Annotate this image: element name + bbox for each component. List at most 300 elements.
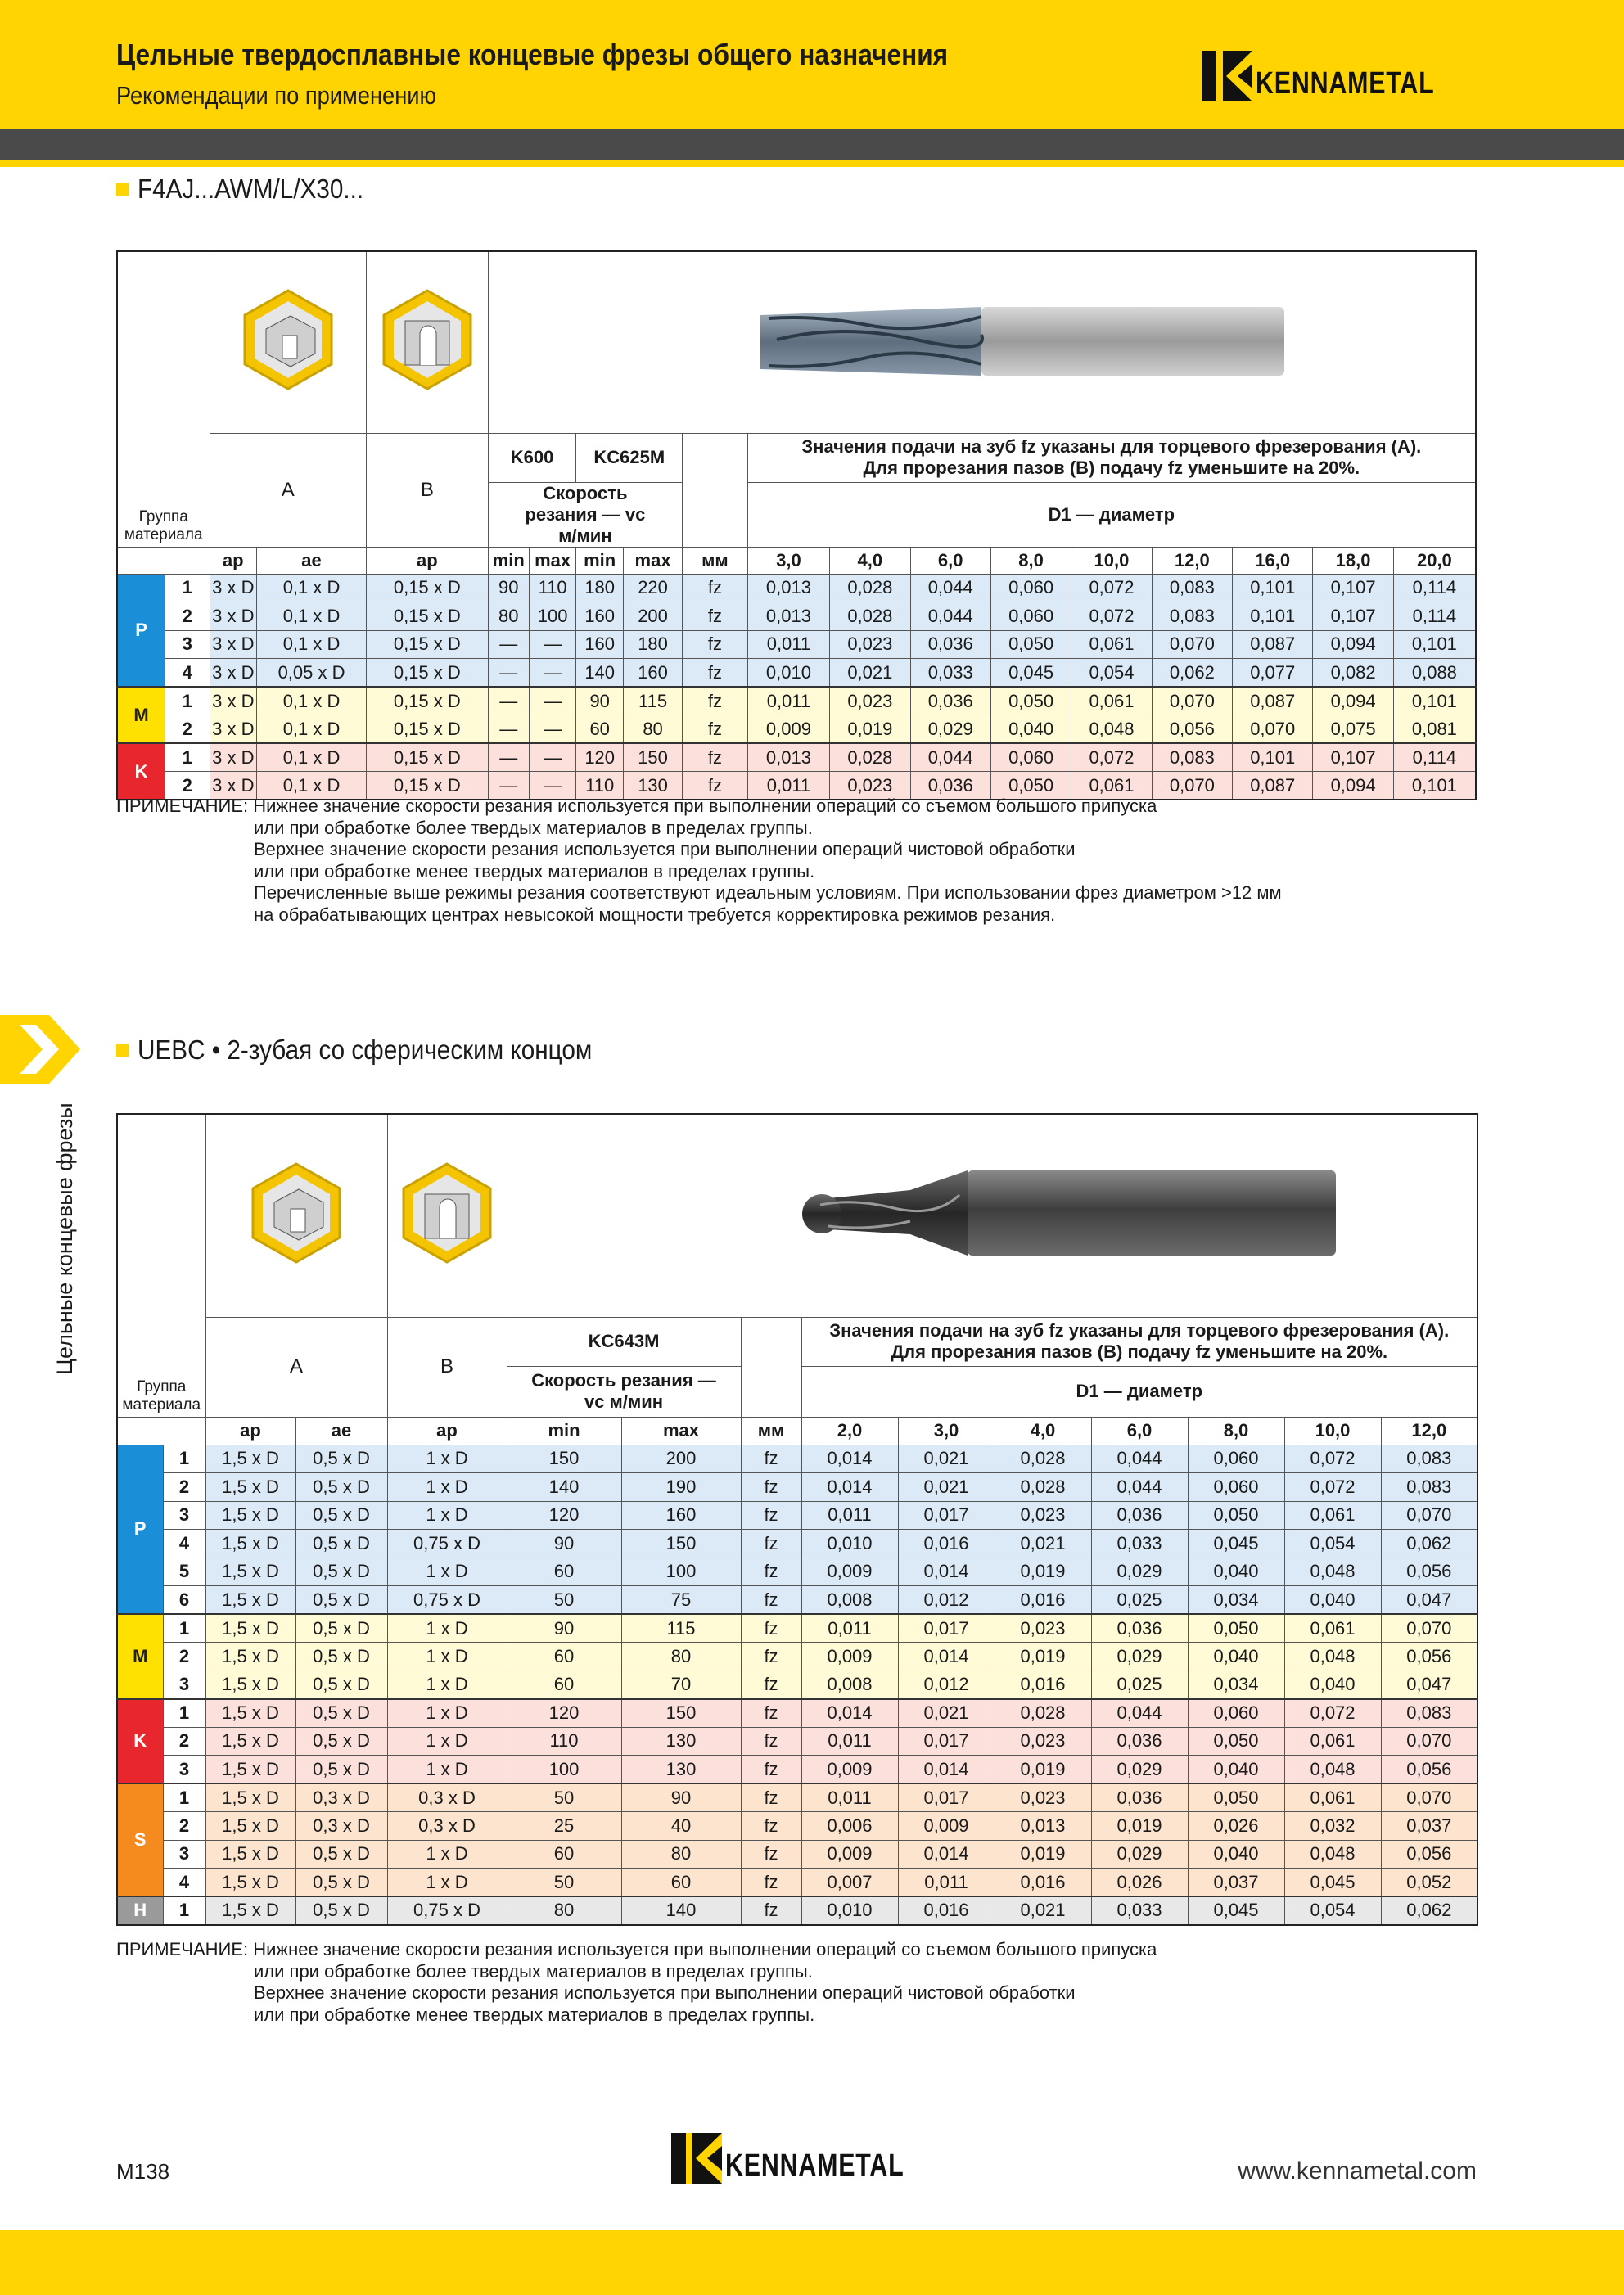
cell-unit: fz bbox=[741, 1812, 801, 1841]
unit-blank-cell bbox=[741, 1317, 801, 1417]
table-row bbox=[117, 1783, 1477, 1812]
cell-feed: 0,101 bbox=[1233, 574, 1313, 602]
col-min: min bbox=[507, 1417, 621, 1445]
material-subgroup: 2 bbox=[163, 1473, 205, 1502]
cell-unit: fz bbox=[683, 772, 748, 800]
cell-feed: 0,006 bbox=[801, 1812, 898, 1841]
cell-feed: 0,044 bbox=[1091, 1473, 1188, 1502]
cell-ap: 1,5 x D bbox=[205, 1445, 295, 1473]
note-line: или при обработке более твердых материалов в пределах группы. bbox=[254, 817, 813, 838]
material-group-k: K bbox=[117, 743, 165, 800]
material-subgroup: 3 bbox=[165, 630, 210, 659]
cell-ae: 0,3 x D bbox=[295, 1783, 387, 1812]
icon-a-cell bbox=[210, 251, 367, 433]
cell-feed: 0,028 bbox=[995, 1699, 1091, 1728]
cell-feed: 0,082 bbox=[1313, 659, 1393, 688]
group-label: Группа материала bbox=[122, 1377, 201, 1414]
cell-unit: fz bbox=[741, 1896, 801, 1925]
cell-speed: 150 bbox=[621, 1699, 741, 1728]
grade-kc625m: KC625M bbox=[576, 433, 683, 482]
cell-feed: 0,061 bbox=[1071, 772, 1152, 800]
unit-blank-cell bbox=[683, 433, 748, 547]
section2-note bbox=[116, 1939, 1157, 2026]
cell-ae: 0,5 x D bbox=[295, 1643, 387, 1671]
cell-feed: 0,072 bbox=[1284, 1445, 1381, 1473]
cell-unit: fz bbox=[741, 1783, 801, 1812]
cell-speed: 75 bbox=[621, 1586, 741, 1615]
cell-speed: 90 bbox=[488, 574, 529, 602]
cell-feed: 0,016 bbox=[995, 1586, 1091, 1615]
cell-ap-b: 0,15 x D bbox=[367, 772, 489, 800]
cell-speed: 50 bbox=[507, 1783, 621, 1812]
cell-ap-b: 0,15 x D bbox=[367, 630, 489, 659]
cell-feed: 0,007 bbox=[801, 1869, 898, 1897]
cell-speed: 160 bbox=[576, 630, 624, 659]
cell-feed: 0,045 bbox=[990, 659, 1071, 688]
section1-title bbox=[116, 174, 389, 205]
cell-feed: 0,061 bbox=[1071, 630, 1152, 659]
cell-feed: 0,101 bbox=[1393, 630, 1476, 659]
cell-ap: 3 x D bbox=[210, 715, 257, 744]
cell-speed: 80 bbox=[621, 1840, 741, 1869]
col-diameter: 4,0 bbox=[995, 1417, 1091, 1445]
cell-ap-b: 1 x D bbox=[387, 1840, 507, 1869]
cell-ap-b: 1 x D bbox=[387, 1614, 507, 1643]
footer-band bbox=[0, 2230, 1624, 2295]
ball-nose-tool-image bbox=[583, 1131, 1401, 1295]
cell-ap-b: 0,15 x D bbox=[367, 687, 489, 715]
cell-feed: 0,028 bbox=[830, 743, 910, 772]
cell-feed: 0,036 bbox=[910, 772, 990, 800]
cell-feed: 0,048 bbox=[1284, 1643, 1381, 1671]
cell-speed: 190 bbox=[621, 1473, 741, 1502]
col-diameter: 2,0 bbox=[801, 1417, 898, 1445]
cell-feed: 0,050 bbox=[990, 630, 1071, 659]
col-diameter: 4,0 bbox=[830, 547, 910, 574]
cell-speed: 120 bbox=[576, 743, 624, 772]
cell-feed: 0,048 bbox=[1284, 1840, 1381, 1869]
cell-ap: 1,5 x D bbox=[205, 1558, 295, 1586]
cell-ap: 1,5 x D bbox=[205, 1783, 295, 1812]
material-subgroup: 1 bbox=[163, 1614, 205, 1643]
cell-speed: 115 bbox=[623, 687, 682, 715]
cell-feed: 0,060 bbox=[1188, 1473, 1284, 1502]
cell-speed: 220 bbox=[623, 574, 682, 602]
cell-ap: 1,5 x D bbox=[205, 1699, 295, 1728]
diameter-label: D1 — диаметр bbox=[747, 482, 1476, 547]
cell-feed: 0,010 bbox=[801, 1530, 898, 1558]
material-subgroup: 2 bbox=[163, 1812, 205, 1841]
cell-speed: 100 bbox=[507, 1756, 621, 1784]
cell-ae: 0,5 x D bbox=[295, 1756, 387, 1784]
cell-feed: 0,011 bbox=[801, 1614, 898, 1643]
cell-feed: 0,045 bbox=[1188, 1530, 1284, 1558]
section1-title-text: F4AJ...AWM/L/X30... bbox=[138, 174, 364, 204]
table-row bbox=[117, 1558, 1477, 1586]
table-row bbox=[117, 630, 1476, 659]
cell-feed: 0,033 bbox=[910, 659, 990, 688]
cell-feed: 0,029 bbox=[910, 715, 990, 744]
cell-speed: 90 bbox=[507, 1530, 621, 1558]
material-subgroup: 5 bbox=[163, 1558, 205, 1586]
table-row bbox=[117, 743, 1476, 772]
material-subgroup: 3 bbox=[163, 1756, 205, 1784]
table-row bbox=[117, 1530, 1477, 1558]
material-subgroup: 1 bbox=[163, 1783, 205, 1812]
feed-note-header bbox=[801, 1317, 1477, 1366]
cell-feed: 0,054 bbox=[1071, 659, 1152, 688]
group-label: Группа материала bbox=[124, 507, 203, 543]
speed-label: Скорость резания — vc м/мин bbox=[507, 1366, 741, 1417]
col-diameter: 20,0 bbox=[1393, 547, 1476, 574]
end-mill-tool-image bbox=[605, 274, 1358, 405]
cell-speed: 130 bbox=[621, 1727, 741, 1756]
cell-feed: 0,019 bbox=[830, 715, 910, 744]
cell-feed: 0,083 bbox=[1152, 602, 1232, 631]
cell-feed: 0,014 bbox=[898, 1756, 995, 1784]
cell-speed: 180 bbox=[623, 630, 682, 659]
icon-b-cell bbox=[367, 251, 489, 433]
section2-title bbox=[116, 1035, 643, 1066]
cell-feed: 0,029 bbox=[1091, 1643, 1188, 1671]
col-min-2: min bbox=[576, 547, 624, 574]
cell-feed: 0,114 bbox=[1393, 574, 1476, 602]
note-line: Перечисленные выше режимы резания соответствуют идеальным условиям. При использовании фрез диаметром >12 мм bbox=[254, 882, 1282, 903]
cell-feed: 0,056 bbox=[1152, 715, 1232, 744]
table-row bbox=[117, 1896, 1477, 1925]
cell-feed: 0,048 bbox=[1071, 715, 1152, 744]
cell-feed: 0,050 bbox=[1188, 1727, 1284, 1756]
material-subgroup: 2 bbox=[165, 772, 210, 800]
note-line: ПРИМЕЧАНИЕ: Нижнее значение скорости резания используется при выполнении операций со съемом большого припуска bbox=[116, 1939, 1157, 1959]
cell-ap: 1,5 x D bbox=[205, 1643, 295, 1671]
cell-speed: — bbox=[488, 772, 529, 800]
cell-feed: 0,045 bbox=[1188, 1896, 1284, 1925]
logo-text: KENNAMETAL bbox=[725, 2148, 904, 2183]
cell-speed: 200 bbox=[621, 1445, 741, 1473]
cell-unit: fz bbox=[741, 1558, 801, 1586]
cell-speed: — bbox=[488, 630, 529, 659]
cell-feed: 0,061 bbox=[1284, 1501, 1381, 1530]
cell-feed: 0,028 bbox=[830, 574, 910, 602]
cell-ap-b: 0,75 x D bbox=[387, 1896, 507, 1925]
cell-feed: 0,011 bbox=[747, 772, 829, 800]
cell-ap: 3 x D bbox=[210, 687, 257, 715]
material-subgroup: 2 bbox=[165, 715, 210, 744]
cell-feed: 0,087 bbox=[1233, 687, 1313, 715]
cell-feed: 0,070 bbox=[1381, 1783, 1477, 1812]
cell-feed: 0,114 bbox=[1393, 602, 1476, 631]
cell-speed: 50 bbox=[507, 1869, 621, 1897]
feed-note-line-1: Значения подачи на зуб fz указаны для торцевого фрезерования (A). bbox=[829, 1320, 1450, 1341]
cell-feed: 0,088 bbox=[1393, 659, 1476, 688]
page-number: M138 bbox=[116, 2159, 170, 2184]
cell-feed: 0,021 bbox=[995, 1530, 1091, 1558]
cell-unit: fz bbox=[741, 1699, 801, 1728]
cell-ae: 0,5 x D bbox=[295, 1727, 387, 1756]
cell-speed: 60 bbox=[507, 1558, 621, 1586]
col-max-1: max bbox=[529, 547, 576, 574]
cell-speed: 150 bbox=[621, 1530, 741, 1558]
cell-ae: 0,5 x D bbox=[295, 1614, 387, 1643]
cell-speed: 200 bbox=[623, 602, 682, 631]
cell-unit: fz bbox=[683, 687, 748, 715]
cell-ae: 0,5 x D bbox=[295, 1530, 387, 1558]
cell-speed: 70 bbox=[621, 1671, 741, 1699]
material-subgroup: 3 bbox=[163, 1840, 205, 1869]
table-row bbox=[117, 1812, 1477, 1841]
table-row bbox=[117, 1869, 1477, 1897]
cell-speed: — bbox=[488, 743, 529, 772]
cell-unit: fz bbox=[741, 1614, 801, 1643]
cell-feed: 0,050 bbox=[1188, 1501, 1284, 1530]
cell-ap-b: 1 x D bbox=[387, 1756, 507, 1784]
cell-speed: — bbox=[488, 715, 529, 744]
cell-feed: 0,070 bbox=[1233, 715, 1313, 744]
cell-ae: 0,5 x D bbox=[295, 1501, 387, 1530]
material-subgroup: 4 bbox=[165, 659, 210, 688]
cell-feed: 0,021 bbox=[830, 659, 910, 688]
section-bullet-icon bbox=[116, 1044, 129, 1057]
cell-feed: 0,009 bbox=[898, 1812, 995, 1841]
cell-feed: 0,050 bbox=[1188, 1783, 1284, 1812]
cell-feed: 0,072 bbox=[1284, 1473, 1381, 1502]
note-line: или при обработке менее твердых материалов в пределах группы. bbox=[254, 860, 815, 881]
icon-b-label: B bbox=[367, 433, 489, 547]
cell-feed: 0,083 bbox=[1381, 1445, 1477, 1473]
col-diameter: 8,0 bbox=[1188, 1417, 1284, 1445]
cell-speed: 110 bbox=[529, 574, 576, 602]
cell-ae: 0,5 x D bbox=[295, 1473, 387, 1502]
cell-ap-b: 0,15 x D bbox=[367, 602, 489, 631]
table-row bbox=[117, 1756, 1477, 1784]
cell-ap-b: 0,75 x D bbox=[387, 1586, 507, 1615]
col-diameter: 10,0 bbox=[1071, 547, 1152, 574]
cell-feed: 0,072 bbox=[1071, 602, 1152, 631]
cell-feed: 0,025 bbox=[1091, 1586, 1188, 1615]
tool-image-cell bbox=[488, 251, 1476, 433]
cell-feed: 0,056 bbox=[1381, 1558, 1477, 1586]
cell-feed: 0,070 bbox=[1381, 1614, 1477, 1643]
cell-feed: 0,075 bbox=[1313, 715, 1393, 744]
cell-feed: 0,107 bbox=[1313, 574, 1393, 602]
table-row bbox=[117, 1501, 1477, 1530]
cell-feed: 0,013 bbox=[747, 574, 829, 602]
cell-feed: 0,060 bbox=[1188, 1445, 1284, 1473]
cell-ae: 0,5 x D bbox=[295, 1445, 387, 1473]
cell-feed: 0,094 bbox=[1313, 772, 1393, 800]
cell-feed: 0,081 bbox=[1393, 715, 1476, 744]
page-subtitle: Рекомендации по применению bbox=[116, 81, 436, 110]
cell-feed: 0,040 bbox=[990, 715, 1071, 744]
cell-feed: 0,072 bbox=[1284, 1699, 1381, 1728]
cell-feed: 0,050 bbox=[990, 772, 1071, 800]
cell-unit: fz bbox=[741, 1840, 801, 1869]
col-mm: мм bbox=[741, 1417, 801, 1445]
cell-feed: 0,011 bbox=[801, 1783, 898, 1812]
cell-feed: 0,044 bbox=[910, 743, 990, 772]
cell-feed: 0,010 bbox=[747, 659, 829, 688]
cell-feed: 0,114 bbox=[1393, 743, 1476, 772]
cell-ae: 0,1 x D bbox=[257, 602, 367, 631]
col-diameter: 3,0 bbox=[898, 1417, 995, 1445]
cell-feed: 0,040 bbox=[1188, 1558, 1284, 1586]
cell-ae: 0,1 x D bbox=[257, 630, 367, 659]
material-group-m: M bbox=[117, 1614, 163, 1699]
material-group-header bbox=[117, 1114, 205, 1417]
cell-feed: 0,044 bbox=[1091, 1445, 1188, 1473]
cell-feed: 0,056 bbox=[1381, 1643, 1477, 1671]
table-row bbox=[117, 1727, 1477, 1756]
cell-feed: 0,017 bbox=[898, 1783, 995, 1812]
cell-ap: 1,5 x D bbox=[205, 1727, 295, 1756]
cell-speed: 120 bbox=[507, 1501, 621, 1530]
feed-note-line-2: Для прорезания пазов (B) подачу fz уменьшите на 20%. bbox=[891, 1341, 1388, 1362]
section2-title-text: UEBC • 2-зубая со сферическим концом bbox=[138, 1035, 593, 1065]
table-row bbox=[117, 687, 1476, 715]
cell-ap-b: 0,3 x D bbox=[387, 1812, 507, 1841]
cell-feed: 0,023 bbox=[830, 772, 910, 800]
cell-feed: 0,044 bbox=[910, 574, 990, 602]
cell-feed: 0,050 bbox=[990, 687, 1071, 715]
cell-speed: 130 bbox=[623, 772, 682, 800]
cell-unit: fz bbox=[683, 715, 748, 744]
cell-ap: 1,5 x D bbox=[205, 1586, 295, 1615]
table-row bbox=[117, 715, 1476, 744]
cell-feed: 0,017 bbox=[898, 1727, 995, 1756]
cell-feed: 0,094 bbox=[1313, 630, 1393, 659]
cell-feed: 0,072 bbox=[1071, 743, 1152, 772]
cell-feed: 0,033 bbox=[1091, 1530, 1188, 1558]
cell-ae: 0,5 x D bbox=[295, 1586, 387, 1615]
logo-text: KENNAMETAL bbox=[1256, 66, 1435, 101]
material-group-header bbox=[117, 251, 210, 547]
cell-ap-b: 1 x D bbox=[387, 1501, 507, 1530]
cell-feed: 0,048 bbox=[1284, 1558, 1381, 1586]
cell-feed: 0,013 bbox=[995, 1812, 1091, 1841]
cell-speed: — bbox=[529, 687, 576, 715]
cell-feed: 0,087 bbox=[1233, 630, 1313, 659]
cell-speed: 80 bbox=[488, 602, 529, 631]
cell-feed: 0,040 bbox=[1284, 1671, 1381, 1699]
note-line: на обрабатывающих центрах невысокой мощности требуется корректировка режимов резания. bbox=[254, 904, 1056, 925]
col-diameter: 6,0 bbox=[1091, 1417, 1188, 1445]
cell-feed: 0,021 bbox=[898, 1473, 995, 1502]
cell-ap-b: 1 x D bbox=[387, 1671, 507, 1699]
cell-feed: 0,062 bbox=[1152, 659, 1232, 688]
cell-ap: 1,5 x D bbox=[205, 1501, 295, 1530]
cell-feed: 0,087 bbox=[1233, 772, 1313, 800]
cell-speed: — bbox=[529, 772, 576, 800]
cell-feed: 0,083 bbox=[1152, 743, 1232, 772]
col-diameter: 12,0 bbox=[1152, 547, 1232, 574]
cell-ap: 1,5 x D bbox=[205, 1756, 295, 1784]
col-diameter: 16,0 bbox=[1233, 547, 1313, 574]
cell-feed: 0,023 bbox=[830, 630, 910, 659]
cell-feed: 0,009 bbox=[801, 1840, 898, 1869]
table-row bbox=[117, 659, 1476, 688]
cell-unit: fz bbox=[741, 1671, 801, 1699]
cell-feed: 0,009 bbox=[801, 1756, 898, 1784]
grade-k600: K600 bbox=[488, 433, 576, 482]
cell-feed: 0,023 bbox=[995, 1727, 1091, 1756]
cell-ae: 0,5 x D bbox=[295, 1558, 387, 1586]
cell-ae: 0,1 x D bbox=[257, 743, 367, 772]
cell-feed: 0,010 bbox=[801, 1896, 898, 1925]
logo-mark-icon bbox=[1202, 51, 1252, 101]
cell-feed: 0,019 bbox=[995, 1840, 1091, 1869]
cell-ap-b: 1 x D bbox=[387, 1869, 507, 1897]
cell-feed: 0,011 bbox=[898, 1869, 995, 1897]
cell-ap-b: 0,75 x D bbox=[387, 1530, 507, 1558]
cell-feed: 0,023 bbox=[995, 1783, 1091, 1812]
cell-feed: 0,047 bbox=[1381, 1671, 1477, 1699]
cell-feed: 0,036 bbox=[1091, 1727, 1188, 1756]
cell-feed: 0,011 bbox=[801, 1501, 898, 1530]
cell-feed: 0,062 bbox=[1381, 1530, 1477, 1558]
feed-note-header bbox=[747, 433, 1476, 482]
grade-kc643m: KC643M bbox=[507, 1317, 741, 1366]
table-row bbox=[117, 1840, 1477, 1869]
cell-feed: 0,036 bbox=[910, 630, 990, 659]
table-row bbox=[117, 1586, 1477, 1615]
cell-unit: fz bbox=[741, 1501, 801, 1530]
cell-feed: 0,016 bbox=[898, 1530, 995, 1558]
cell-feed: 0,011 bbox=[801, 1727, 898, 1756]
cell-unit: fz bbox=[741, 1643, 801, 1671]
cell-feed: 0,026 bbox=[1188, 1812, 1284, 1841]
cell-ap: 1,5 x D bbox=[205, 1530, 295, 1558]
cell-feed: 0,070 bbox=[1381, 1501, 1477, 1530]
website-link[interactable]: www.kennametal.com bbox=[1238, 2157, 1477, 2185]
cell-ap: 1,5 x D bbox=[205, 1896, 295, 1925]
table-row bbox=[117, 1473, 1477, 1502]
col-ap: ap bbox=[210, 547, 257, 574]
cell-feed: 0,061 bbox=[1284, 1727, 1381, 1756]
cell-feed: 0,070 bbox=[1152, 687, 1232, 715]
cell-feed: 0,009 bbox=[801, 1643, 898, 1671]
cell-feed: 0,060 bbox=[990, 574, 1071, 602]
cell-feed: 0,013 bbox=[747, 602, 829, 631]
material-subgroup: 3 bbox=[163, 1501, 205, 1530]
section1-table bbox=[116, 250, 1477, 800]
icon-b-label: B bbox=[387, 1317, 507, 1417]
cell-speed: 160 bbox=[621, 1501, 741, 1530]
material-group-p: P bbox=[117, 1445, 163, 1614]
cell-feed: 0,032 bbox=[1284, 1812, 1381, 1841]
cell-feed: 0,009 bbox=[747, 715, 829, 744]
page-title: Цельные твердосплавные концевые фрезы общего назначения bbox=[116, 38, 949, 71]
cell-speed: 40 bbox=[621, 1812, 741, 1841]
cell-unit: fz bbox=[741, 1445, 801, 1473]
cell-feed: 0,101 bbox=[1233, 602, 1313, 631]
cell-feed: 0,094 bbox=[1313, 687, 1393, 715]
cell-ap-b: 0,15 x D bbox=[367, 574, 489, 602]
face-milling-icon bbox=[241, 288, 335, 391]
cell-ap: 1,5 x D bbox=[205, 1812, 295, 1841]
cell-unit: fz bbox=[741, 1727, 801, 1756]
cell-feed: 0,060 bbox=[1188, 1699, 1284, 1728]
cell-feed: 0,061 bbox=[1284, 1614, 1381, 1643]
col-ap-b: ap bbox=[367, 547, 489, 574]
cell-feed: 0,070 bbox=[1381, 1727, 1477, 1756]
table-row bbox=[117, 574, 1476, 602]
material-group-m: M bbox=[117, 687, 165, 743]
note-line: или при обработке более твердых материалов в пределах группы. bbox=[254, 1960, 813, 1982]
col-ap: ap bbox=[205, 1417, 295, 1445]
col-max-2: max bbox=[623, 547, 682, 574]
slot-milling-icon bbox=[400, 1161, 494, 1265]
